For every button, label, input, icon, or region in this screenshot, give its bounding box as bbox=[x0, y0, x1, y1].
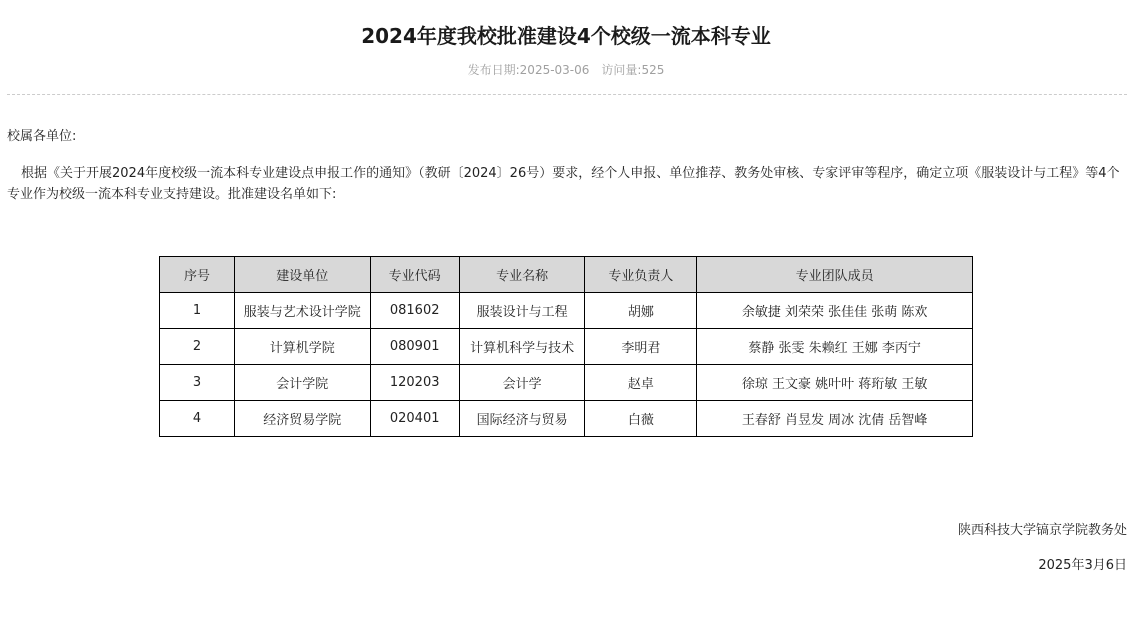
header-major: 专业名称 bbox=[459, 257, 585, 293]
article-meta bbox=[0, 62, 1132, 78]
view-count: 访问量:525 bbox=[601, 63, 665, 77]
signature-date: 2025年3月6日 bbox=[1038, 558, 1127, 573]
table-header-row bbox=[160, 257, 973, 293]
title-divider bbox=[7, 94, 1127, 95]
table-row bbox=[160, 293, 973, 329]
header-unit: 建设单位 bbox=[234, 257, 370, 293]
cell-unit: 经济贸易学院 bbox=[234, 401, 370, 437]
header-leader: 专业负责人 bbox=[585, 257, 697, 293]
cell-unit: 服装与艺术设计学院 bbox=[234, 293, 370, 329]
article-title: 2024年度我校批准建设4个校级一流本科专业 bbox=[361, 24, 771, 48]
cell-major: 会计学 bbox=[459, 365, 585, 401]
cell-major: 服装设计与工程 bbox=[459, 293, 585, 329]
cell-index: 1 bbox=[160, 293, 235, 329]
header-members: 专业团队成员 bbox=[697, 257, 973, 293]
cell-code: 080901 bbox=[370, 329, 459, 365]
cell-index: 2 bbox=[160, 329, 235, 365]
cell-unit: 计算机学院 bbox=[234, 329, 370, 365]
cell-leader: 赵卓 bbox=[585, 365, 697, 401]
cell-members: 蔡静 张雯 朱赖红 王娜 李丙宁 bbox=[697, 329, 973, 365]
cell-members: 余敏捷 刘荣荣 张佳佳 张萌 陈欢 bbox=[697, 293, 973, 329]
cell-major: 计算机科学与技术 bbox=[459, 329, 585, 365]
cell-unit: 会计学院 bbox=[234, 365, 370, 401]
cell-members: 王春舒 肖昱发 周冰 沈倩 岳智峰 bbox=[697, 401, 973, 437]
salutation: 校属各单位: bbox=[7, 129, 77, 144]
body-paragraph: 根据《关于开展2024年度校级一流本科专业建设点申报工作的通知》（教研〔2024〕26号）要求，经个人申报、单位推荐、教务处审核、专家评审等程序，确定立项《服装设计与工程》等4个专业作为校级一流本科专业支持建设。批准建设名单如下: bbox=[7, 166, 1120, 202]
cell-leader: 李明君 bbox=[585, 329, 697, 365]
cell-index: 3 bbox=[160, 365, 235, 401]
table-row bbox=[160, 329, 973, 365]
cell-code: 120203 bbox=[370, 365, 459, 401]
header-index: 序号 bbox=[160, 257, 235, 293]
header-code: 专业代码 bbox=[370, 257, 459, 293]
approved-majors-table bbox=[159, 256, 973, 437]
cell-code: 081602 bbox=[370, 293, 459, 329]
cell-members: 徐琼 王文豪 姚叶叶 蒋珩敏 王敏 bbox=[697, 365, 973, 401]
cell-leader: 胡娜 bbox=[585, 293, 697, 329]
cell-leader: 白薇 bbox=[585, 401, 697, 437]
cell-code: 020401 bbox=[370, 401, 459, 437]
cell-index: 4 bbox=[160, 401, 235, 437]
table-row bbox=[160, 365, 973, 401]
signature-organization: 陕西科技大学镐京学院教务处 bbox=[957, 523, 1127, 538]
table-row bbox=[160, 401, 973, 437]
publish-date: 发布日期:2025-03-06 bbox=[467, 63, 590, 77]
cell-major: 国际经济与贸易 bbox=[459, 401, 585, 437]
